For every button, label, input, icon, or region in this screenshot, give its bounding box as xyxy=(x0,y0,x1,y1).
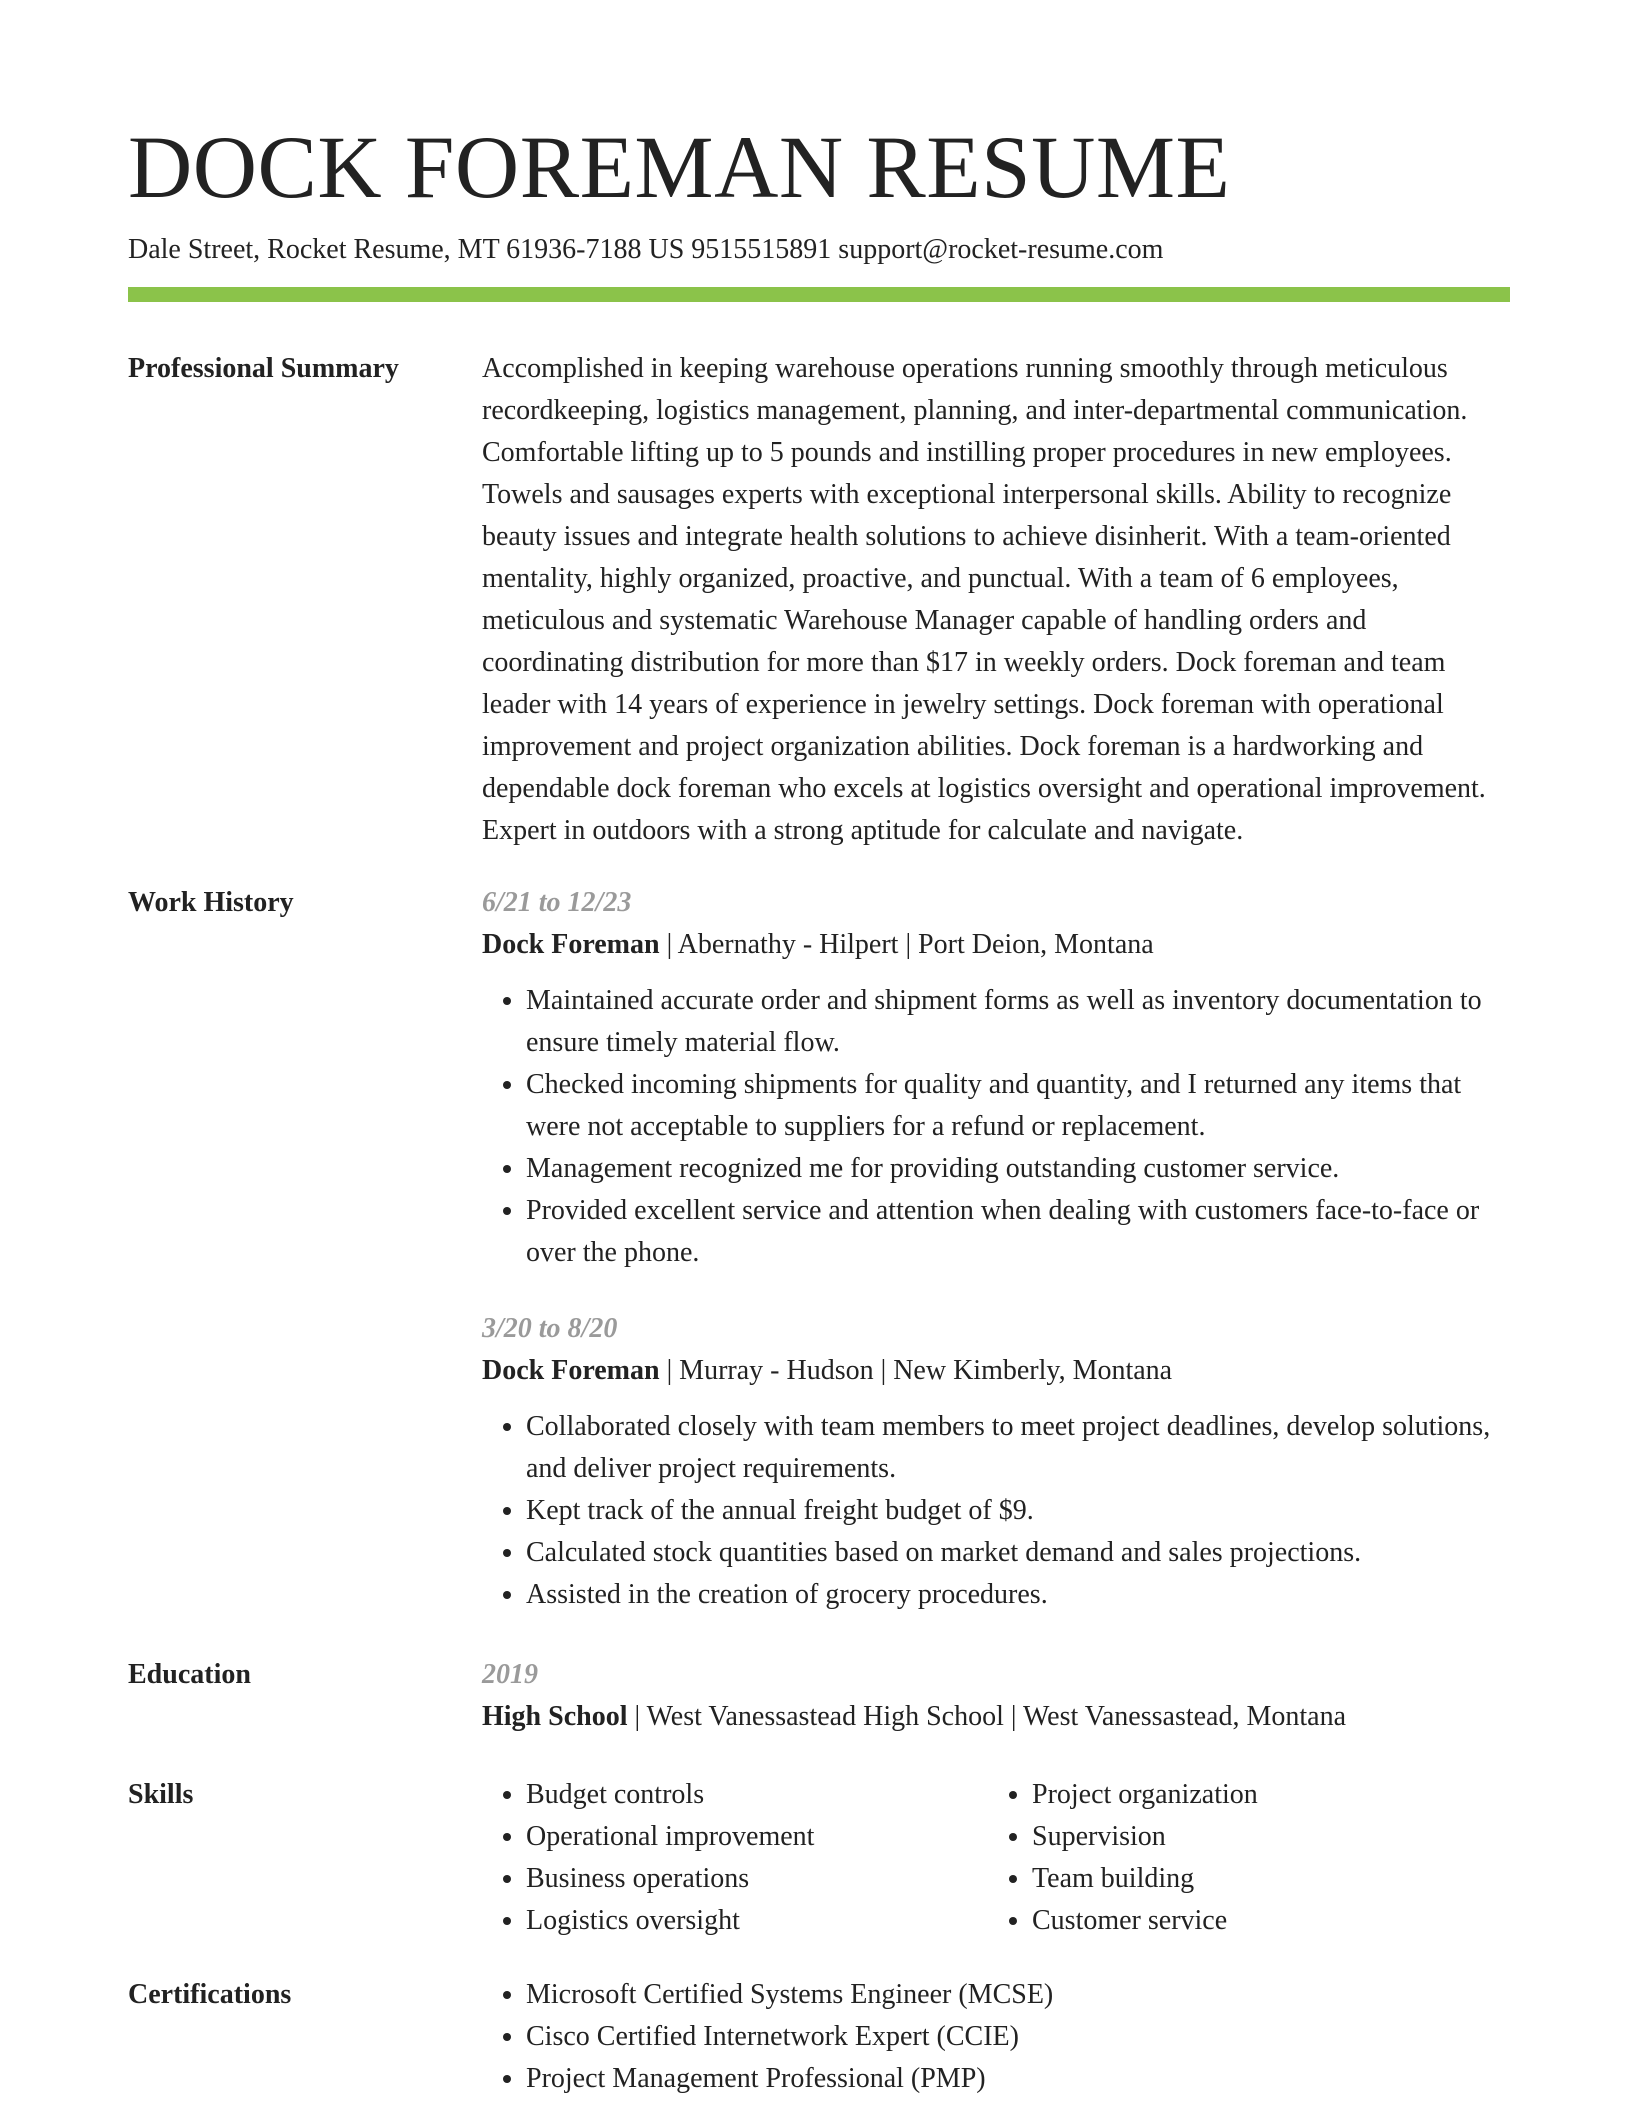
certification-item: • Microsoft Certified Systems Engineer (MCSE) xyxy=(526,1974,1510,2016)
job-employer-location: | Abernathy - Hilpert | Port Deion, Montana xyxy=(659,929,1154,960)
skills-content xyxy=(482,1774,1510,1942)
education-degree: High School xyxy=(482,1701,628,1732)
skill-item: • Team building xyxy=(1032,1858,1494,1900)
job-title: Dock Foreman xyxy=(482,929,660,960)
job-dates: 6/21 to 12/23 xyxy=(482,887,632,918)
certifications-content xyxy=(482,1974,1510,2100)
skill-item: • Budget controls xyxy=(526,1774,988,1816)
education-school-location: | West Vanessastead High School | West Vanessastead, Montana xyxy=(627,1701,1347,1732)
section-label-education: Education xyxy=(128,1659,251,1690)
work-history-content xyxy=(482,882,1510,1616)
job-bullet: • Collaborated closely with team members to meet project deadlines, develop solutions, and deliver project requirements. xyxy=(526,1406,1510,1490)
skill-item: • Supervision xyxy=(1032,1816,1494,1858)
summary-text: Accomplished in keeping warehouse operations running smoothly through meticulous recordkeeping, logistics management, planning, and inter-departmental communication. Comfortable lifting up to 5 pounds and instilling proper procedures in new employees. Towels and sausages experts with exceptional interpersonal skills. Ability to recognize beauty issues and integrate health solutions to achieve disinherit. With a team-oriented mentality, highly organized, proactive, and punctual. With a team of 6 employees, meticulous and systematic Warehouse Manager capable of handling orders and coordinating distribution for more than $17 in weekly orders. Dock foreman and team leader with 14 years of experience in jewelry settings. Dock foreman with operational improvement and project organization abilities. Dock foreman is a hardworking and dependable dock foreman who excels at logistics oversight and operational improvement. Expert in outdoors with a strong aptitude for calculate and navigate. xyxy=(482,353,1486,846)
education-year: 2019 xyxy=(482,1659,538,1690)
job-bullet: • Calculated stock quantities based on market demand and sales projections. xyxy=(526,1532,1510,1574)
job-dates: 3/20 to 8/20 xyxy=(482,1313,618,1344)
education-content xyxy=(482,1654,1510,1738)
job-bullet: • Management recognized me for providing outstanding customer service. xyxy=(526,1148,1510,1190)
section-label-skills: Skills xyxy=(128,1779,194,1810)
certification-item: • Cisco Certified Internetwork Expert (CCIE) xyxy=(526,2016,1510,2058)
job-bullet: • Provided excellent service and attention when dealing with customers face-to-face or over the phone. xyxy=(526,1190,1510,1274)
section-label-certifications: Certifications xyxy=(128,1979,292,2010)
job-title: Dock Foreman xyxy=(482,1355,660,1386)
certifications-list xyxy=(482,1974,1510,2100)
job-bullet: • Checked incoming shipments for quality and quantity, and I returned any items that were not acceptable to suppliers for a refund or replacement. xyxy=(526,1064,1510,1148)
contact-line: Dale Street, Rocket Resume, MT 61936-7188 US 9515515891 support@rocket-resume.com xyxy=(128,234,1164,265)
summary-content xyxy=(482,348,1510,852)
section-label-summary: Professional Summary xyxy=(128,353,399,384)
job-bullet: • Assisted in the creation of grocery procedures. xyxy=(526,1574,1510,1616)
skills-list-left xyxy=(482,1774,988,1942)
job-bullet-list xyxy=(482,980,1510,1274)
job-entry xyxy=(482,1308,1510,1616)
skill-item: • Customer service xyxy=(1032,1900,1494,1942)
header-divider xyxy=(128,287,1510,302)
job-heading xyxy=(482,924,1510,966)
skills-grid xyxy=(482,1774,1510,1942)
job-heading xyxy=(482,1350,1510,1392)
skill-item: • Operational improvement xyxy=(526,1816,988,1858)
skill-item: • Project organization xyxy=(1032,1774,1494,1816)
job-employer-location: | Murray - Hudson | New Kimberly, Montana xyxy=(659,1355,1173,1386)
job-bullet: • Maintained accurate order and shipment forms as well as inventory documentation to ensure timely material flow. xyxy=(526,980,1510,1064)
education-heading xyxy=(482,1696,1510,1738)
skill-item: • Logistics oversight xyxy=(526,1900,988,1942)
certification-item: • Project Management Professional (PMP) xyxy=(526,2058,1510,2100)
job-bullet-list xyxy=(482,1406,1510,1616)
resume-title: DOCK FOREMAN RESUME xyxy=(128,119,1231,217)
section-label-work-history: Work History xyxy=(128,887,294,918)
skill-item: • Business operations xyxy=(526,1858,988,1900)
job-entry xyxy=(482,882,1510,1274)
skills-list-right xyxy=(988,1774,1494,1942)
job-bullet: • Kept track of the annual freight budget of $9. xyxy=(526,1490,1510,1532)
